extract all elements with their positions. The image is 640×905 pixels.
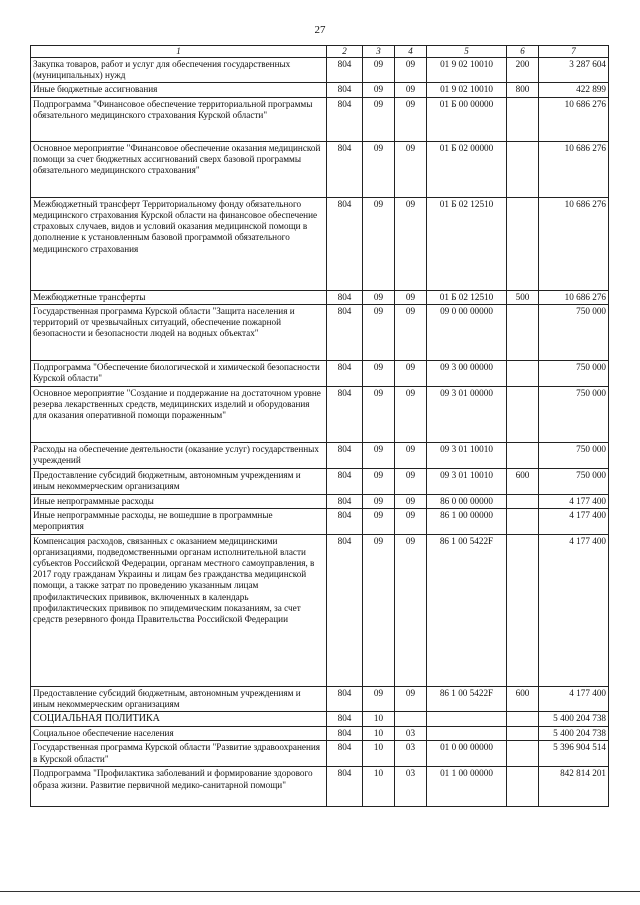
- cell-col-5: [427, 727, 507, 741]
- cell-col-4: 09: [395, 97, 427, 141]
- cell-name: Государственная программа Курской области "Развитие здравоохранения в Курской области": [31, 741, 327, 767]
- cell-col-5: 86 0 00 00000: [427, 494, 507, 508]
- cell-col-2: 804: [327, 57, 363, 82]
- cell-col-6: [507, 442, 539, 468]
- cell-col-5: 09 0 00 00000: [427, 304, 507, 360]
- cell-col-2: 804: [327, 197, 363, 290]
- cell-col-7: 750 000: [539, 468, 609, 494]
- cell-col-3: 09: [363, 360, 395, 386]
- cell-col-3: 10: [363, 767, 395, 807]
- cell-col-2: 804: [327, 360, 363, 386]
- cell-col-7: 10 686 276: [539, 290, 609, 304]
- cell-col-6: [507, 97, 539, 141]
- cell-col-7: 842 814 201: [539, 767, 609, 807]
- cell-col-5: 01 9 02 10010: [427, 83, 507, 97]
- cell-col-5: 09 3 00 00000: [427, 360, 507, 386]
- cell-col-7: 5 400 204 738: [539, 727, 609, 741]
- cell-col-3: 09: [363, 468, 395, 494]
- cell-col-3: 09: [363, 534, 395, 686]
- cell-col-4: 09: [395, 494, 427, 508]
- cell-name: Иные непрограммные расходы: [31, 494, 327, 508]
- cell-col-7: 10 686 276: [539, 141, 609, 197]
- cell-col-2: 804: [327, 686, 363, 711]
- cell-name: Расходы на обеспечение деятельности (оказание услуг) государственных учреждений: [31, 442, 327, 468]
- cell-col-7: 10 686 276: [539, 197, 609, 290]
- cell-col-3: 09: [363, 197, 395, 290]
- cell-col-2: 804: [327, 509, 363, 534]
- cell-col-2: 804: [327, 741, 363, 767]
- cell-col-4: 09: [395, 509, 427, 534]
- table-row: [31, 290, 609, 304]
- cell-name: Иные непрограммные расходы, не вошедшие в программные мероприятия: [31, 509, 327, 534]
- cell-col-5: 01 9 02 10010: [427, 57, 507, 82]
- cell-name: Подпрограмма "Профилактика заболеваний и формирование здорового образа жизни. Развитие первичной медико-санитарной помощи": [31, 767, 327, 807]
- header-row: [31, 46, 609, 58]
- cell-name: Государственная программа Курской области "Защита населения и территорий от чрезвычайных ситуаций, обеспечение пожарной безопасности и безопасности людей на водных объектах": [31, 304, 327, 360]
- cell-col-7: 750 000: [539, 360, 609, 386]
- cell-col-6: 200: [507, 57, 539, 82]
- cell-col-6: [507, 767, 539, 807]
- cell-col-5: 01 Б 00 00000: [427, 97, 507, 141]
- cell-col-2: 804: [327, 304, 363, 360]
- cell-col-6: [507, 509, 539, 534]
- page-number: 27: [314, 24, 326, 36]
- cell-col-4: 09: [395, 141, 427, 197]
- cell-col-2: 804: [327, 97, 363, 141]
- header-col-6: 6: [507, 46, 539, 58]
- cell-col-3: 10: [363, 727, 395, 741]
- cell-name: Компенсация расходов, связанных с оказанием медицинскими организациями, подведомственными органам исполнительной власти субъектов Российской Федерации, органам местного самоуправления, в 2017 году гражданам Украины и лицам без гражданства медицинской помощи, а также затрат по проведению указанным лицам профилактических прививок, включенных в календарь профилактических прививок по эпидемическим показаниям, за счет средств резервного фонда Правительства Российской Федерации: [31, 534, 327, 686]
- cell-col-7: 4 177 400: [539, 686, 609, 711]
- cell-col-3: 09: [363, 97, 395, 141]
- cell-col-7: 4 177 400: [539, 534, 609, 686]
- cell-name: Подпрограмма "Финансовое обеспечение территориальной программы обязательного медицинского страхования Курской области": [31, 97, 327, 141]
- cell-name: Межбюджетные трансферты: [31, 290, 327, 304]
- cell-col-6: [507, 711, 539, 726]
- cell-name: Подпрограмма "Обеспечение биологической и химической безопасности Курской области": [31, 360, 327, 386]
- cell-col-7: 5 396 904 514: [539, 741, 609, 767]
- cell-name: Межбюджетный трансферт Территориальному фонду обязательного медицинского страхования Курской области на финансовое обеспечение страховых случаев, видов и условий оказания медицинской помощи в дополнение к установленным базовой программой обязательного медицинского страхования: [31, 197, 327, 290]
- cell-col-2: 804: [327, 290, 363, 304]
- cell-col-4: 09: [395, 83, 427, 97]
- table-row: [31, 83, 609, 97]
- cell-col-4: 09: [395, 442, 427, 468]
- cell-col-2: 804: [327, 534, 363, 686]
- cell-col-6: 800: [507, 83, 539, 97]
- cell-col-5: 86 1 00 5422F: [427, 686, 507, 711]
- cell-col-3: 10: [363, 711, 395, 726]
- cell-name: Закупка товаров, работ и услуг для обеспечения государственных (муниципальных) нужд: [31, 57, 327, 82]
- table-row: [31, 741, 609, 767]
- table-row: [31, 494, 609, 508]
- cell-col-4: 09: [395, 534, 427, 686]
- cell-col-5: 01 Б 02 12510: [427, 197, 507, 290]
- header-col-7: 7: [539, 46, 609, 58]
- cell-col-2: 804: [327, 141, 363, 197]
- cell-col-4: [395, 711, 427, 726]
- header-col-2: 2: [327, 46, 363, 58]
- table-row: [31, 197, 609, 290]
- cell-col-5: 09 3 01 00000: [427, 386, 507, 442]
- cell-col-5: 86 1 00 5422F: [427, 534, 507, 686]
- header-col-1: 1: [31, 46, 327, 58]
- cell-col-4: 09: [395, 290, 427, 304]
- cell-col-2: 804: [327, 442, 363, 468]
- table-row: [31, 727, 609, 741]
- cell-col-7: 3 287 604: [539, 57, 609, 82]
- cell-col-4: 09: [395, 360, 427, 386]
- budget-table: [30, 45, 609, 807]
- cell-col-5: 01 Б 02 00000: [427, 141, 507, 197]
- cell-col-3: 09: [363, 141, 395, 197]
- cell-col-6: [507, 727, 539, 741]
- cell-col-3: 09: [363, 442, 395, 468]
- table-row: [31, 360, 609, 386]
- cell-col-6: [507, 304, 539, 360]
- cell-col-6: 500: [507, 290, 539, 304]
- table-row: [31, 97, 609, 141]
- cell-col-6: [507, 386, 539, 442]
- cell-col-4: 09: [395, 686, 427, 711]
- cell-col-4: 03: [395, 741, 427, 767]
- cell-col-3: 09: [363, 386, 395, 442]
- cell-col-4: 09: [395, 304, 427, 360]
- table-row: [31, 141, 609, 197]
- cell-col-5: 09 3 01 10010: [427, 468, 507, 494]
- table-row: [31, 304, 609, 360]
- cell-col-4: 03: [395, 767, 427, 807]
- cell-col-2: 804: [327, 767, 363, 807]
- cell-col-2: 804: [327, 386, 363, 442]
- cell-col-7: 4 177 400: [539, 494, 609, 508]
- cell-name: Социальное обеспечение населения: [31, 727, 327, 741]
- cell-col-3: 10: [363, 741, 395, 767]
- cell-col-3: 09: [363, 304, 395, 360]
- cell-col-5: 09 3 01 10010: [427, 442, 507, 468]
- cell-name: Основное мероприятие "Финансовое обеспечение оказания медицинской помощи за счет бюджетных ассигнований сверх базовой программы обязательного медицинского страхования": [31, 141, 327, 197]
- cell-col-2: 804: [327, 494, 363, 508]
- cell-col-3: 09: [363, 686, 395, 711]
- cell-col-3: 09: [363, 509, 395, 534]
- cell-name: Основное мероприятие "Создание и поддержание на достаточном уровне резерва лекарственных средств, медицинских изделий и оборудования для оказания оперативной помощи пораженным": [31, 386, 327, 442]
- cell-col-6: [507, 494, 539, 508]
- cell-col-5: 01 Б 02 12510: [427, 290, 507, 304]
- table-row: [31, 686, 609, 711]
- cell-col-3: 09: [363, 494, 395, 508]
- cell-col-5: 01 0 00 00000: [427, 741, 507, 767]
- table-row: [31, 534, 609, 686]
- cell-col-7: 422 899: [539, 83, 609, 97]
- cell-col-7: 750 000: [539, 304, 609, 360]
- cell-col-7: 750 000: [539, 386, 609, 442]
- cell-col-7: 750 000: [539, 442, 609, 468]
- cell-name: Предоставление субсидий бюджетным, автономным учреждениям и иным некоммерческим организациям: [31, 686, 327, 711]
- cell-col-4: 09: [395, 197, 427, 290]
- cell-col-3: 09: [363, 57, 395, 82]
- cell-col-3: 09: [363, 83, 395, 97]
- cell-col-3: 09: [363, 290, 395, 304]
- table-row: [31, 468, 609, 494]
- cell-col-6: [507, 197, 539, 290]
- cell-col-6: [507, 360, 539, 386]
- cell-col-5: 01 1 00 00000: [427, 767, 507, 807]
- table-row: [31, 509, 609, 534]
- cell-col-2: 804: [327, 468, 363, 494]
- cell-name: СОЦИАЛЬНАЯ ПОЛИТИКА: [31, 711, 327, 726]
- table-row: [31, 386, 609, 442]
- cell-col-6: 600: [507, 686, 539, 711]
- cell-col-2: 804: [327, 727, 363, 741]
- cell-col-4: 09: [395, 468, 427, 494]
- cell-col-6: [507, 141, 539, 197]
- cell-col-2: 804: [327, 83, 363, 97]
- bottom-rule: [0, 891, 640, 892]
- cell-col-6: 600: [507, 468, 539, 494]
- table-row: [31, 767, 609, 807]
- table-row: [31, 711, 609, 726]
- cell-col-7: 5 400 204 738: [539, 711, 609, 726]
- cell-name: Иные бюджетные ассигнования: [31, 83, 327, 97]
- cell-col-4: 09: [395, 57, 427, 82]
- cell-col-7: 10 686 276: [539, 97, 609, 141]
- header-col-5: 5: [427, 46, 507, 58]
- cell-col-2: 804: [327, 711, 363, 726]
- table-row: [31, 442, 609, 468]
- cell-col-4: 09: [395, 386, 427, 442]
- cell-col-7: 4 177 400: [539, 509, 609, 534]
- cell-col-4: 03: [395, 727, 427, 741]
- cell-col-5: [427, 711, 507, 726]
- table-row: [31, 57, 609, 82]
- cell-col-6: [507, 741, 539, 767]
- cell-name: Предоставление субсидий бюджетным, автономным учреждениям и иным некоммерческим организациям: [31, 468, 327, 494]
- cell-col-5: 86 1 00 00000: [427, 509, 507, 534]
- header-col-3: 3: [363, 46, 395, 58]
- header-col-4: 4: [395, 46, 427, 58]
- cell-col-6: [507, 534, 539, 686]
